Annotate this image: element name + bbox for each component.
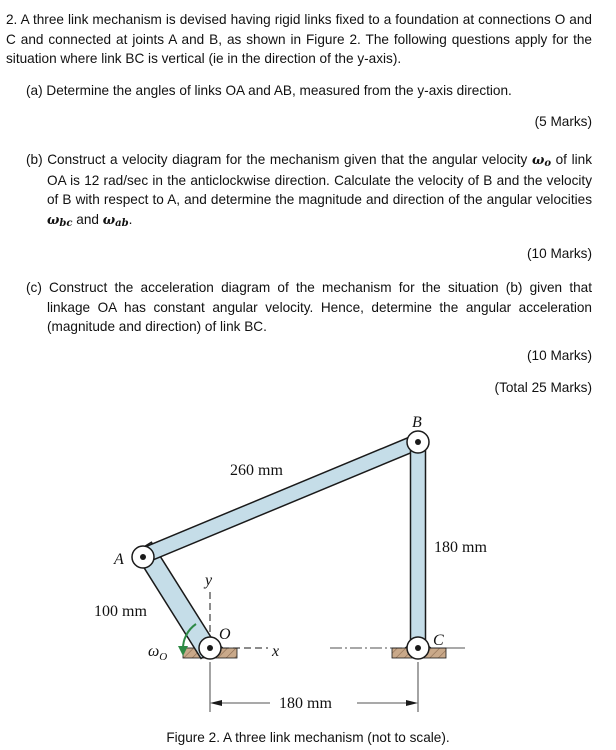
link-bc bbox=[411, 442, 426, 647]
part-a-text: (a) Determine the angles of links OA and AB, measured from the y-axis direction. bbox=[26, 83, 512, 98]
question-intro bbox=[6, 10, 592, 69]
part-a-marks: (5 Marks) bbox=[534, 114, 592, 129]
omega-o-symbol: $\omega_o$ bbox=[531, 153, 551, 169]
part-c-marks: (10 Marks) bbox=[527, 348, 592, 363]
part-b-marks: (10 Marks) bbox=[527, 246, 592, 261]
dim-ab-label: 260 mm bbox=[230, 462, 283, 479]
part-b-text-4: . bbox=[128, 211, 133, 227]
part-b-text-3: and bbox=[72, 211, 103, 227]
label-c: C bbox=[433, 632, 444, 649]
label-b: B bbox=[412, 414, 422, 431]
label-y: y bbox=[205, 572, 213, 589]
question-intro-text: A three link mechanism is devised having rigid links fixed to a foundation at connections O and C and connected at joints A and B, as shown in Figure 2. The following questions apply for the situation where link BC is vertical (ie in the direction of the y-axis). bbox=[6, 12, 592, 66]
dim-bc-label: 180 mm bbox=[434, 539, 487, 556]
link-ab bbox=[138, 436, 418, 564]
label-a: A bbox=[114, 551, 124, 568]
mechanism-figure bbox=[0, 400, 616, 730]
figure-caption: Figure 2. A three link mechanism (not to scale). bbox=[166, 730, 450, 745]
joint-c bbox=[407, 637, 429, 659]
part-b-text-2: of link OA is 12 rad/sec in the anticlockwise direction. Calculate the velocity of B and the velocity of B with respect to A, and determine the magnitude and direction of the angular velocities bbox=[47, 152, 592, 207]
omega-bc-symbol: $\omega_{bc}$ bbox=[47, 212, 73, 229]
label-omega-o: $\omega_O$ bbox=[148, 643, 168, 663]
label-x: x bbox=[272, 643, 280, 660]
dim-oa-label: 100 mm bbox=[94, 603, 147, 620]
total-marks: (Total 25 Marks) bbox=[494, 380, 592, 395]
joint-o bbox=[199, 637, 221, 659]
label-o: O bbox=[219, 626, 231, 643]
joint-b bbox=[407, 431, 429, 453]
dim-oc-label: 180 mm bbox=[279, 695, 332, 712]
joint-a bbox=[132, 546, 154, 568]
part-c-text: (c) Construct the acceleration diagram of the mechanism for the situation (b) given that linkage OA has constant angular velocity. Hence, determine the angular acceleration (magnitude and direction) of link BC. bbox=[26, 280, 592, 334]
part-b-text-1: (b) Construct a velocity diagram for the mechanism given that the angular velocity bbox=[26, 152, 532, 167]
part-b-text bbox=[26, 150, 592, 230]
omega-ab-symbol: $\omega_{ab}$ bbox=[102, 212, 129, 229]
question-number: 2. bbox=[6, 12, 18, 27]
